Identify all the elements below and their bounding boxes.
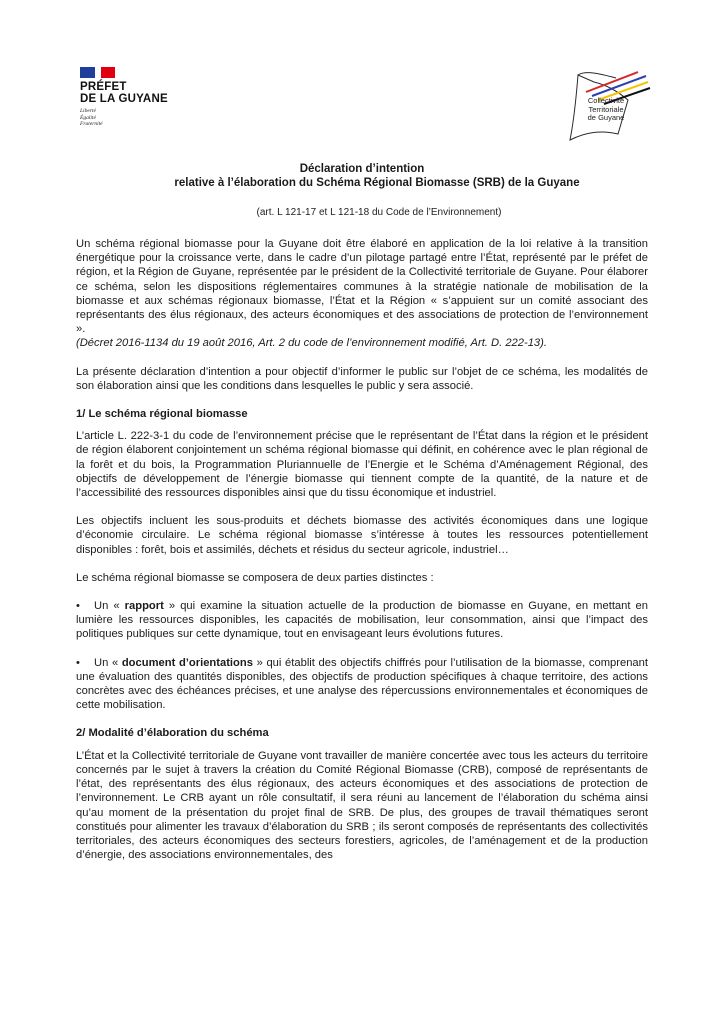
title-line1: Déclaration d’intention — [299, 163, 425, 175]
devise — [80, 108, 220, 128]
section1-paragraph3: Le schéma régional biomasse se composera de deux parties distinctes : — [76, 571, 434, 584]
bullet-document-orientations — [76, 656, 648, 713]
section1-paragraph1: L’article L. 222-3-1 du code de l’environnement précise que le représentant de l’État dans la région et le président de région élaborent conjointement un schéma régional biomasse qui définit, en cohérence avec le plan régional de la forêt et du bois, la Programmation Pluriannuelle de l’Energie et le Schéma d’Aménagement Régional, des objectifs de développement de l’énergie biomasse qui tiennent compte de la quantité, de la nature et de l’accessibilité des ressources disponibles ainsi que du tissu économique et industriel. — [76, 430, 648, 500]
ctg-line2: Territoriale — [588, 104, 624, 114]
devise-liberte: Liberté — [80, 108, 96, 114]
devise-fraternite: Fraternité — [80, 121, 103, 127]
bullet-prefix: Un « — [94, 656, 122, 669]
intro-citation: (Décret 2016-1134 du 19 août 2016, Art. 2 du code de l’environnement modifié, Art. D. 222-13). — [76, 337, 547, 350]
bullet-icon: • — [76, 600, 80, 613]
bullet-rapport — [76, 599, 648, 642]
document-body — [76, 237, 648, 862]
legal-reference: (art. L 121-17 et L 121-18 du Code de l’Environnement) — [256, 207, 502, 218]
prefet-line1: PRÉFET — [80, 81, 127, 93]
prefet-logo — [80, 66, 220, 128]
ctg-line1: Collectivité — [587, 96, 625, 105]
bullet-term: rapport — [124, 600, 164, 613]
bullet-prefix: Un « — [94, 600, 125, 613]
section2-title: 2/ Modalité d’élaboration du schéma — [76, 727, 269, 740]
devise-egalite: Égalité — [80, 114, 96, 121]
ctg-line3: de Guyane — [587, 113, 625, 122]
ctg-name — [576, 97, 636, 123]
intro-paragraph: Un schéma régional biomasse pour la Guyane doit être élaboré en application de la loi relative à la transition énergétique pour la croissance verte, dans le cadre d’un pilotage partagé entre l’État, représenté par le préfet de région, et la Région de Guyane, représentée par le président de la Collectivité territoriale de Guyane. Pour élaborer ce schéma, selon les dispositions réglementaires communes à la stratégie nationale de mobilisation de la biomasse et aux schémas régionaux biomasse, l’État et la Région « s’appuient sur un comité associant des représentants des élus régionaux, des acteurs économiques et des associations de protection de l’environnement ». — [76, 238, 648, 336]
section2-paragraph1: L’État et la Collectivité territoriale de Guyane vont travailler de manière concertée avec tous les acteurs du territoire concernés par le sujet à travers la création du Comité Régional Biomasse (CRB), composé de représentants de l’état, des représentants des élus régionaux, des acteurs économiques et des associations de protection de l’environnement. Le CRB ayant un rôle consultatif, il sera réuni au lancement de l’élaboration du schéma ainsi qu’au moment de la présentation du projet final de SRB. De plus, des groupes de travail thématiques seront constitués pour alimenter les travaux d’élaboration du SRB ; ils seront composés de représentants des collectivités territoriales, des acteurs économiques des secteurs forestiers, agricoles, de l’aménagement et de la production d’énergie, des associations environnementales, des — [76, 749, 648, 862]
bullet-term: document d’orientations — [121, 656, 253, 669]
section1-title: 1/ Le schéma régional biomasse — [76, 408, 248, 421]
purpose-paragraph: La présente déclaration d’intention a pour objectif d’informer le public sur l’objet de ce schéma, les modalités de son élaboration ainsi que les conditions dans lesquelles le public y sera associé. — [76, 365, 648, 392]
document-title — [0, 162, 724, 219]
bullet-text: » qui examine la situation actuelle de la production de biomasse en Guyane, en mettant en lumière les ressources disponibles, les capacités de mobilisation, leur consommation, ainsi que l’impact des politiques publiques sur cette dynamique, tout en envisageant leurs évolutions futures. — [76, 600, 648, 641]
ctg-logo — [556, 60, 666, 150]
title-line2: relative à l’élaboration du Schéma Régional Biomasse (SRB) de la Guyane — [174, 177, 580, 189]
prefet-line2: DE LA GUYANE — [80, 93, 168, 105]
section1-paragraph2: Les objectifs incluent les sous-produits et déchets biomasse des activités économiques dans une logique d’économie circulaire. Le schéma régional biomasse s’intéresse à toutes les ressources potentiellement disponibles : forêt, bois et assimilés, déchets et résidus du secteur agricole, industriel… — [76, 515, 648, 556]
french-flag-icon — [80, 66, 220, 78]
bullet-text: » qui établit des objectifs chiffrés pour l’utilisation de la biomasse, comprenant une évaluation des quantités disponibles, des objectifs de production spécifiques à chaque territoire, des actions concrètes avec des échéances précises, et une analyse des répercussions environnementales et économiques de cette mobilisation. — [76, 656, 648, 712]
bullet-icon: • — [76, 656, 80, 669]
